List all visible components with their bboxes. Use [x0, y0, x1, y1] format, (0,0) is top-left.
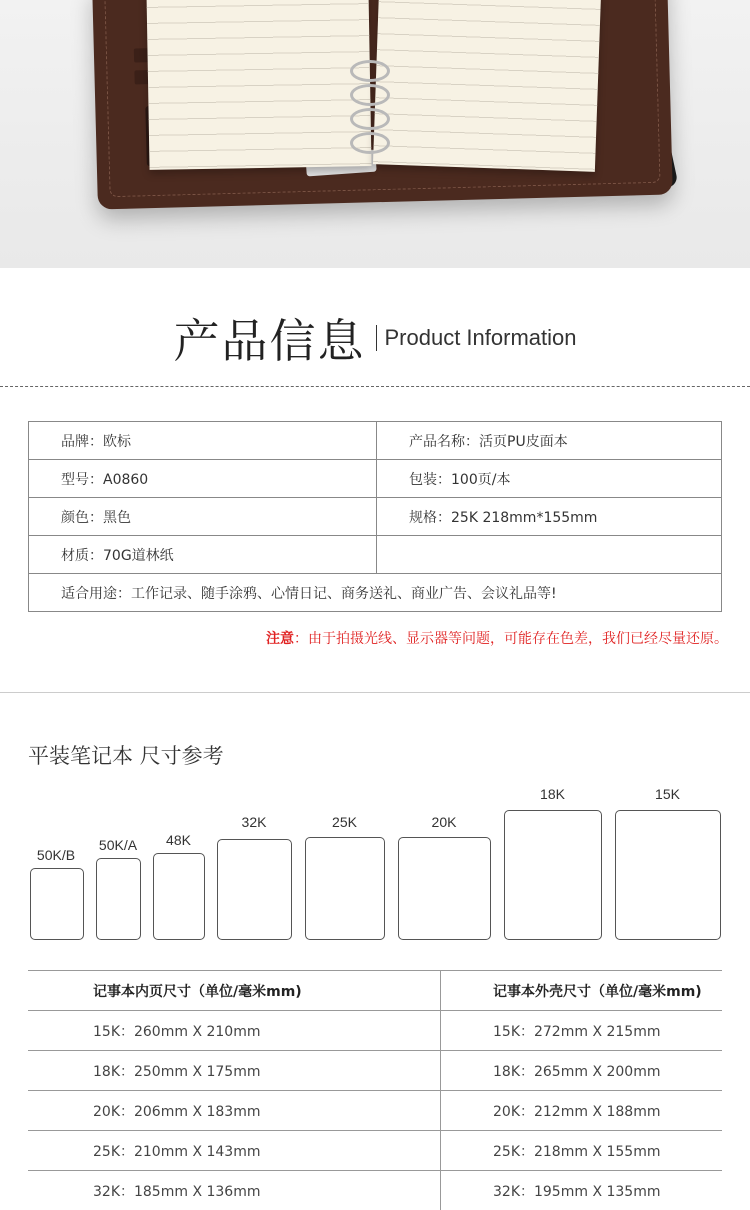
outer-size-cell: 18K：265mm X 200mm [441, 1051, 723, 1091]
product-photo [0, 0, 750, 268]
size-reference-title: 平装笔记本 尺寸参考 [28, 740, 224, 770]
size-box [153, 853, 205, 940]
inner-size-cell: 15K：260mm X 210mm [28, 1011, 441, 1051]
color-notice [266, 628, 728, 648]
size-label: 18K [504, 786, 601, 802]
notebook-page-right [373, 0, 601, 172]
table-row [28, 1171, 722, 1210]
notice-text: ：由于拍摄光线、显示器等问题，可能存在色差，我们已经尽量还原。 [294, 631, 728, 647]
info-cell: 包装：100页/本 [377, 460, 722, 498]
heading-zh: 产品信息 [174, 314, 366, 368]
table-header-row [28, 971, 722, 1011]
notebook-page-left [146, 0, 371, 170]
inner-size-cell: 25K：210mm X 143mm [28, 1131, 441, 1171]
binder-ring [350, 60, 390, 82]
size-label: 50K/B [30, 847, 82, 863]
table-row [28, 1091, 722, 1131]
dashed-divider [0, 386, 750, 387]
size-label: 32K [217, 814, 291, 830]
info-cell: 规格：25K 218mm*155mm [377, 498, 722, 536]
size-label: 20K [398, 814, 490, 830]
size-box [30, 868, 84, 940]
outer-size-cell: 32K：195mm X 135mm [441, 1171, 723, 1210]
section-heading [0, 305, 750, 371]
notice-label: 注意 [266, 631, 294, 647]
section-divider [0, 692, 750, 693]
heading-divider [376, 325, 377, 351]
outer-size-cell: 25K：218mm X 155mm [441, 1131, 723, 1171]
table-row [29, 536, 722, 574]
size-label: 48K [153, 832, 204, 848]
binder-ring [350, 84, 390, 106]
size-label: 25K [305, 814, 384, 830]
table-row [28, 1011, 722, 1051]
product-info-table [28, 421, 722, 612]
size-box [615, 810, 721, 940]
outer-size-cell: 20K：212mm X 188mm [441, 1091, 723, 1131]
size-box [305, 837, 385, 940]
info-cell [377, 536, 722, 574]
info-cell: 颜色：黑色 [29, 498, 377, 536]
size-box [398, 837, 491, 940]
table-row [29, 460, 722, 498]
outer-size-header: 记事本外壳尺寸（单位/毫米mm) [441, 971, 723, 1011]
inner-size-cell: 32K：185mm X 136mm [28, 1171, 441, 1210]
size-box [504, 810, 602, 940]
size-label: 15K [615, 786, 720, 802]
inner-size-cell: 20K：206mm X 183mm [28, 1091, 441, 1131]
inner-size-cell: 18K：250mm X 175mm [28, 1051, 441, 1091]
table-row [28, 1131, 722, 1171]
dimension-table [28, 970, 722, 1210]
heading-en: Product Information [385, 325, 577, 350]
table-row [29, 574, 722, 612]
size-box [96, 858, 141, 940]
table-row [29, 422, 722, 460]
info-cell: 材质：70G道林纸 [29, 536, 377, 574]
binder-ring [350, 108, 390, 130]
info-cell: 型号：A0860 [29, 460, 377, 498]
outer-size-cell: 15K：272mm X 215mm [441, 1011, 723, 1051]
binder-ring [350, 132, 390, 154]
info-cell: 品牌：欧标 [29, 422, 377, 460]
table-row [29, 498, 722, 536]
usage-cell: 适合用途：工作记录、随手涂鸦、心情日记、商务送礼、商业广告、会议礼品等! [29, 574, 722, 612]
size-box [217, 839, 292, 940]
inner-size-header: 记事本内页尺寸（单位/毫米mm) [28, 971, 441, 1011]
size-label: 50K/A [96, 837, 140, 853]
info-cell: 产品名称：活页PU皮面本 [377, 422, 722, 460]
table-row [28, 1051, 722, 1091]
